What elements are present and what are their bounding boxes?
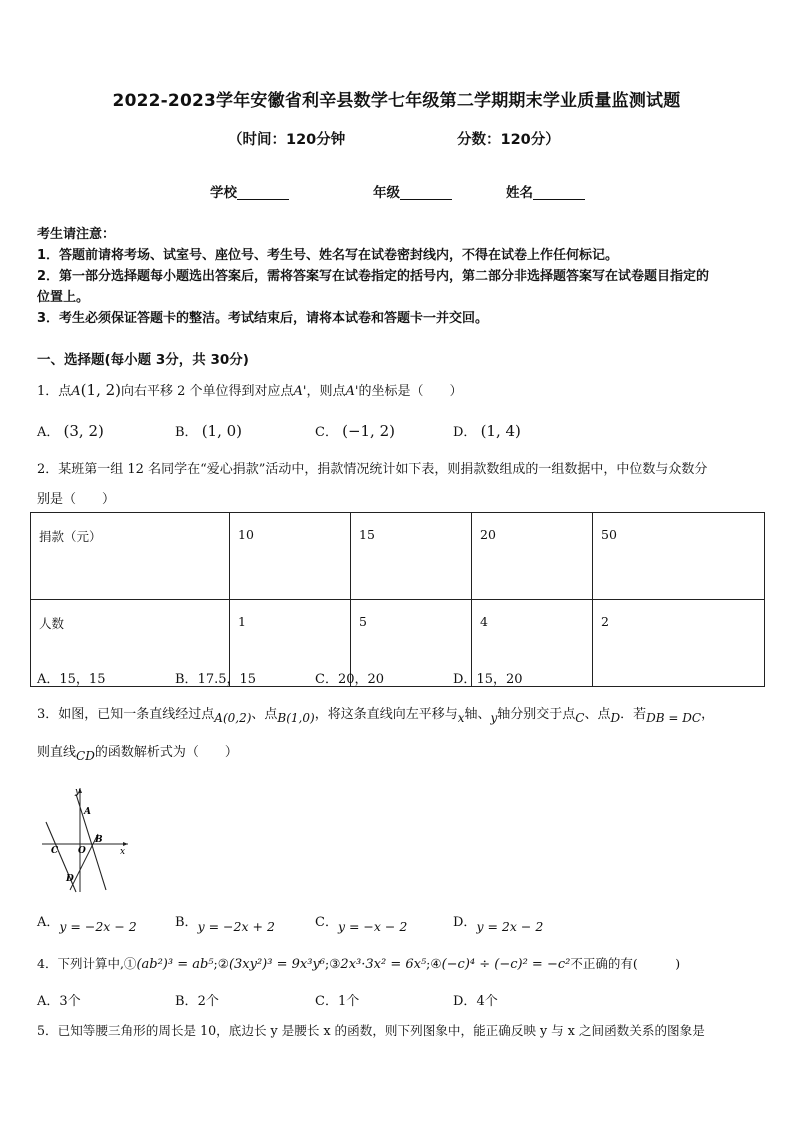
q3-text: ，将这条直线向左平移与 xyxy=(314,707,458,722)
table-cell: 5 xyxy=(351,600,472,687)
q4-text: 不正确的有( ) xyxy=(570,956,681,971)
segment-db xyxy=(70,834,98,890)
q3-axis-y: y xyxy=(490,711,498,725)
question-3-line2 xyxy=(37,741,238,763)
notice-heading: 考生请注意： xyxy=(37,227,116,242)
question-2-line1: 2．某班第一组 12 名同学在“爱心捐款”活动中，捐款情况统计如下表，则捐款数组成的一组数据中，中位数与众数分 xyxy=(37,462,708,477)
option-letter: D． xyxy=(453,672,477,687)
option-letter: A． xyxy=(37,672,60,687)
option-letter: A． xyxy=(37,425,60,440)
q1-text: ，则点 xyxy=(306,384,346,399)
q2-option-d[interactable] xyxy=(453,668,523,687)
q2-option-c[interactable] xyxy=(315,668,384,687)
q2-option-b[interactable] xyxy=(175,668,256,687)
option-letter: A． xyxy=(37,915,60,930)
fig-label-c: C xyxy=(51,846,59,856)
grade-blank[interactable] xyxy=(400,185,452,200)
option-value: (1, 0) xyxy=(201,422,243,440)
page-title: 2022-2023学年安徽省利辛县数学七年级第二学期期末学业质量监测试题 xyxy=(112,91,681,111)
table-cell: 50 xyxy=(593,513,765,600)
q4-text: ;④ xyxy=(426,956,442,971)
school-field xyxy=(210,181,289,201)
option-value: y = −2x + 2 xyxy=(197,919,275,934)
table-cell: 4 xyxy=(472,600,593,687)
section-heading: 一、选择题(每小题 3分，共 30分) xyxy=(37,352,249,368)
q1-option-a[interactable] xyxy=(37,421,104,440)
notice-item: 1．答题前请将考场、试室号、座位号、考生号、姓名写在试卷密封线内，不得在试卷上作任何标记。 xyxy=(37,248,619,263)
q4-text: ;② xyxy=(213,956,229,971)
option-value: y = 2x − 2 xyxy=(476,919,544,934)
q3-condition: DB = DC xyxy=(646,711,702,725)
q3-line-cd: CD xyxy=(76,749,95,763)
q3-axis-x: x xyxy=(457,711,465,725)
option-letter: B． xyxy=(175,672,198,687)
q3-point-d: D xyxy=(610,711,621,725)
q3-option-a[interactable] xyxy=(37,911,137,934)
option-letter: D． xyxy=(453,425,477,440)
question-4 xyxy=(37,954,680,972)
option-letter: B． xyxy=(175,915,198,930)
table-cell: 15 xyxy=(351,513,472,600)
option-value: 17.5，15 xyxy=(197,672,257,687)
question-1 xyxy=(37,380,463,399)
q4-expr-1: (ab²)³ = ab⁵ xyxy=(136,957,214,972)
q3-text: 轴分别交于点 xyxy=(497,707,576,722)
table-cell: 捐款（元） xyxy=(31,513,230,600)
school-label: 学校 xyxy=(210,185,237,201)
score-label: 分数：120分） xyxy=(457,132,560,148)
q1-coords: (1, 2) xyxy=(80,381,121,399)
q1-option-d[interactable] xyxy=(453,421,521,440)
time-label: （时间：120分钟 xyxy=(228,132,346,148)
q1-point-prime: A' xyxy=(293,384,307,399)
option-value: 2个 xyxy=(197,994,219,1009)
q3-option-b[interactable] xyxy=(175,911,275,934)
notice-item: 位置上。 xyxy=(37,290,90,305)
question-3-line1 xyxy=(37,703,714,725)
question-5-line1: 5．已知等腰三角形的周长是 10，底边长 y 是腰长 x 的函数，则下列图象中，能正确反映 y 与 x 之间函数关系的图象是 xyxy=(37,1023,705,1038)
q3-figure xyxy=(36,782,136,894)
q3-text: 的函数解析式为（ ） xyxy=(94,745,238,760)
q3-point-c: C xyxy=(575,711,585,725)
q3-text: ， xyxy=(701,707,715,722)
q4-expr-4: (−c)⁴ ÷ (−c)² = −c² xyxy=(441,957,571,972)
option-letter: C． xyxy=(315,672,338,687)
table-cell: 1 xyxy=(230,600,351,687)
q1-text: 的坐标是（ ） xyxy=(358,384,463,399)
table-cell: 2 xyxy=(593,600,765,687)
q4-expr-2: (3xy²)³ = 9x³y⁶ xyxy=(228,957,325,972)
option-value: (−1, 2) xyxy=(342,422,395,440)
option-value: 15，20 xyxy=(476,672,523,687)
q3-text: 、点 xyxy=(584,707,611,722)
q1-option-c[interactable] xyxy=(315,421,395,440)
option-letter: A． xyxy=(37,994,60,1009)
q1-text: 1．点 xyxy=(37,384,72,399)
option-value: 20，20 xyxy=(337,672,385,687)
table-cell: 人数 xyxy=(31,600,230,687)
q3-text: ．若 xyxy=(620,707,647,722)
notice-item: 2．第一部分选择题每小题选出答案后，需将答案写在试卷指定的括号内，第二部分非选择题答案写在试卷题目指定的 xyxy=(37,269,710,284)
option-letter: C． xyxy=(315,994,338,1009)
q2-option-a[interactable] xyxy=(37,668,105,687)
name-blank[interactable] xyxy=(533,185,585,200)
fig-label-y: y xyxy=(75,787,81,797)
option-value: y = −x − 2 xyxy=(337,919,408,934)
q4-expr-3: 2x³·3x² = 6x⁵ xyxy=(340,957,427,972)
option-value: 1个 xyxy=(337,994,360,1009)
donation-table xyxy=(30,512,765,687)
q3-point-a: A(0,2) xyxy=(214,711,252,725)
name-label: 姓名 xyxy=(506,185,533,201)
fig-label-x: x xyxy=(120,847,126,857)
table-row xyxy=(31,600,765,687)
q4-text: 4．下列计算中,① xyxy=(37,956,137,971)
option-value: (3, 2) xyxy=(63,422,104,440)
question-2-line2: 别是（ ） xyxy=(37,492,116,507)
option-letter: B． xyxy=(175,994,198,1009)
q1-point-prime: A' xyxy=(345,384,359,399)
q4-option-d[interactable] xyxy=(453,990,498,1009)
q1-text: 向右平移 2 个单位得到对应点 xyxy=(121,384,294,399)
fig-label-b: B xyxy=(95,835,103,845)
q3-option-c[interactable] xyxy=(315,911,407,934)
option-letter: D． xyxy=(453,915,477,930)
school-blank[interactable] xyxy=(237,185,289,200)
q3-text: 轴、 xyxy=(464,707,491,722)
q3-text: 则直线 xyxy=(37,745,77,760)
table-row xyxy=(31,513,765,600)
option-value: (1, 4) xyxy=(480,422,521,440)
notice-item: 3．考生必须保证答题卡的整洁。考试结束后，请将本试卷和答题卡一并交回。 xyxy=(37,311,489,326)
q3-text: 3．如图，已知一条直线经过点 xyxy=(37,707,215,722)
option-letter: D． xyxy=(453,994,477,1009)
table-cell: 10 xyxy=(230,513,351,600)
q1-option-b[interactable] xyxy=(175,421,242,440)
grade-field xyxy=(373,181,452,201)
fig-label-d: D xyxy=(66,874,74,884)
grade-label: 年级 xyxy=(373,185,400,201)
q4-text: ;③ xyxy=(325,956,341,971)
q4-option-b[interactable] xyxy=(175,990,219,1009)
option-letter: C． xyxy=(315,915,338,930)
table-cell: 20 xyxy=(472,513,593,600)
q3-text: 、点 xyxy=(251,707,278,722)
option-value: y = −2x − 2 xyxy=(59,919,137,934)
fig-label-o: O xyxy=(78,846,86,856)
q1-point: A xyxy=(71,384,81,399)
q3-point-b: B(1,0) xyxy=(277,711,315,725)
q3-option-d[interactable] xyxy=(453,911,543,934)
option-value: 4个 xyxy=(476,994,498,1009)
option-value: 15，15 xyxy=(59,672,106,687)
option-value: 3个 xyxy=(59,994,81,1009)
q4-option-c[interactable] xyxy=(315,990,359,1009)
name-field xyxy=(506,181,585,201)
option-letter: C． xyxy=(315,425,338,440)
option-letter: B． xyxy=(175,425,198,440)
x-axis-arrow xyxy=(123,842,128,846)
fig-label-a: A xyxy=(84,807,91,817)
q4-option-a[interactable] xyxy=(37,990,81,1009)
